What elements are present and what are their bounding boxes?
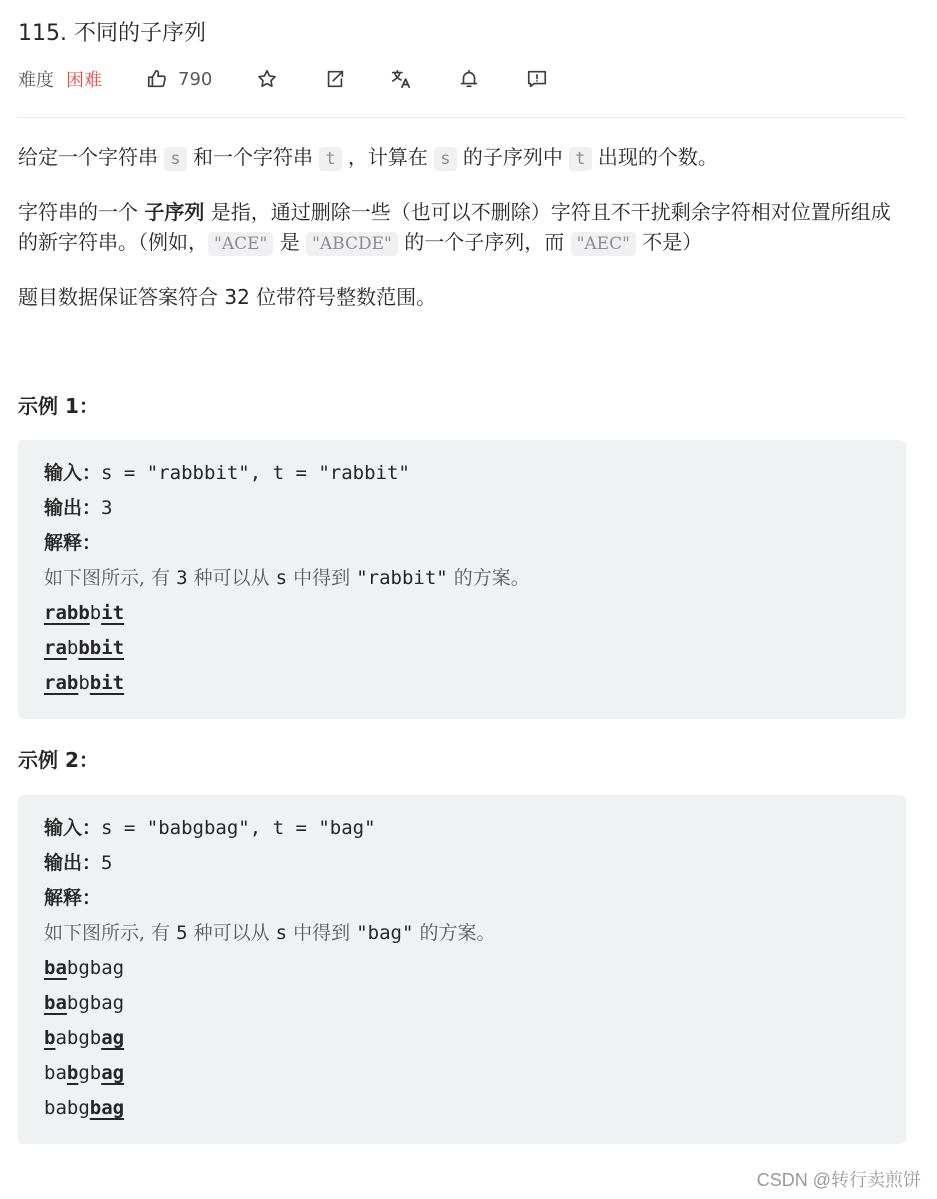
explain-text: 中得到 (287, 922, 357, 944)
example-output-line (44, 846, 880, 881)
output-label: 输出： (44, 852, 102, 874)
inline-code: "ABCDE" (306, 232, 398, 256)
like-count: 790 (178, 68, 213, 90)
subsequence-line (44, 1091, 880, 1126)
problem-title: 115. 不同的子序列 (18, 21, 206, 46)
input-value: s = "babgbag", t = "bag" (101, 817, 376, 839)
subsequence-line (44, 596, 880, 631)
example-explain-line (44, 561, 880, 596)
explain-text: 中得到 (287, 567, 357, 589)
description-text: 给定一个字符串 (18, 145, 165, 169)
input-label: 输入： (44, 817, 102, 839)
explain-text: 种可以从 (187, 567, 276, 589)
star-icon (256, 68, 278, 90)
matched-chars: bag (89, 1097, 125, 1119)
matched-chars: rab (44, 672, 79, 694)
description-text: 是指，通过删除一些（也可以不删除）字符且不干扰剩余字符相对位置所组成的新字符串。（例如， (18, 200, 891, 254)
example-2-title: 示例 2： (18, 748, 99, 772)
matched-chars: ag (101, 1062, 125, 1084)
translate-icon (390, 68, 412, 90)
thumbs-up-icon (146, 68, 168, 90)
example-explain-line (44, 916, 880, 951)
matched-chars: rabb (44, 602, 90, 624)
skipped-chars: babg (44, 1097, 90, 1119)
skipped-chars: b (89, 602, 102, 624)
explain-text: 的方案。 (413, 922, 496, 944)
example-output-line (44, 491, 880, 526)
matched-chars: ba (44, 992, 67, 1014)
difficulty-value: 困难 (66, 70, 102, 91)
description-text: 不是） (635, 230, 703, 254)
example-explain-label-line (44, 526, 880, 561)
skipped-chars: gb (78, 1062, 102, 1084)
matched-chars: ba (44, 957, 67, 979)
inline-code: s (434, 147, 456, 171)
matched-chars: ra (44, 637, 67, 659)
matched-chars: ag (101, 1027, 125, 1049)
matched-chars: it (101, 602, 125, 624)
subsequence-line (44, 1021, 880, 1056)
explain-count: 3 (176, 567, 188, 589)
share-button[interactable] (324, 68, 346, 90)
translate-button[interactable] (390, 68, 412, 90)
skipped-chars: ba (44, 1062, 67, 1084)
explain-text: 如下图所示, 有 (44, 567, 177, 589)
output-value: 3 (101, 497, 113, 519)
explain-target: "bag" (356, 922, 414, 944)
description-text: 出现的个数。 (591, 145, 718, 169)
matched-chars: bit (89, 672, 125, 694)
matched-chars: bbit (78, 637, 125, 659)
description-text: 是 (273, 230, 307, 254)
description-text: 的一个子序列，而 (397, 230, 571, 254)
explain-text: 种可以从 (187, 922, 276, 944)
watermark: CSDN @转行卖煎饼 (756, 1170, 921, 1190)
feedback-button[interactable] (526, 68, 548, 90)
description-text: 的子序列中 (456, 145, 570, 169)
header-divider (18, 117, 906, 118)
explain-label: 解释： (44, 532, 102, 554)
subsequence-line (44, 951, 880, 986)
example-2-block (18, 795, 906, 1144)
description-bold-term: 子序列 (144, 200, 205, 224)
skipped-chars: b (66, 637, 79, 659)
like-button[interactable] (146, 68, 212, 90)
description-paragraph-2 (18, 197, 906, 259)
subsequence-line (44, 1056, 880, 1091)
inline-code: t (319, 147, 341, 171)
explain-count: 5 (176, 922, 188, 944)
description-text: ，计算在 (341, 145, 435, 169)
output-label: 输出： (44, 497, 102, 519)
matched-chars: b (66, 1062, 79, 1084)
explain-text: 的方案。 (447, 567, 530, 589)
description-text: 和一个字符串 (186, 145, 320, 169)
skipped-chars: abgb (55, 1027, 102, 1049)
example-input-line (44, 456, 880, 491)
inline-code: "AEC" (571, 232, 636, 256)
explain-label: 解释： (44, 887, 102, 909)
input-label: 输入： (44, 462, 102, 484)
example-explain-label-line (44, 881, 880, 916)
inline-code: s (164, 147, 186, 171)
description-paragraph-1 (18, 142, 906, 174)
example-input-line (44, 811, 880, 846)
explain-source: s (275, 567, 288, 589)
subsequence-line (44, 986, 880, 1021)
difficulty-label: 难度 (18, 70, 54, 91)
subsequence-line (44, 631, 880, 666)
skipped-chars: bgbag (66, 957, 125, 979)
subsequence-line (44, 666, 880, 701)
explain-source: s (275, 922, 288, 944)
inline-code: t (569, 147, 591, 171)
problem-meta-bar (18, 63, 548, 95)
skipped-chars: bgbag (66, 992, 125, 1014)
inline-code: "ACE" (208, 232, 273, 256)
matched-chars: b (44, 1027, 56, 1049)
output-value: 5 (101, 852, 113, 874)
description-paragraph-3: 题目数据保证答案符合 32 位带符号整数范围。 (18, 285, 437, 309)
description-text: 字符串的一个 (18, 200, 145, 224)
input-value: s = "rabbbit", t = "rabbit" (101, 462, 410, 484)
favorite-button[interactable] (256, 68, 278, 90)
bell-icon (458, 68, 480, 90)
notification-button[interactable] (458, 68, 480, 90)
feedback-icon (526, 68, 548, 90)
example-1-title: 示例 1： (18, 394, 99, 418)
explain-text: 如下图所示, 有 (44, 922, 177, 944)
share-icon (324, 68, 346, 90)
explain-target: "rabbit" (356, 567, 448, 589)
example-1-block (18, 440, 906, 719)
skipped-chars: b (78, 672, 90, 694)
